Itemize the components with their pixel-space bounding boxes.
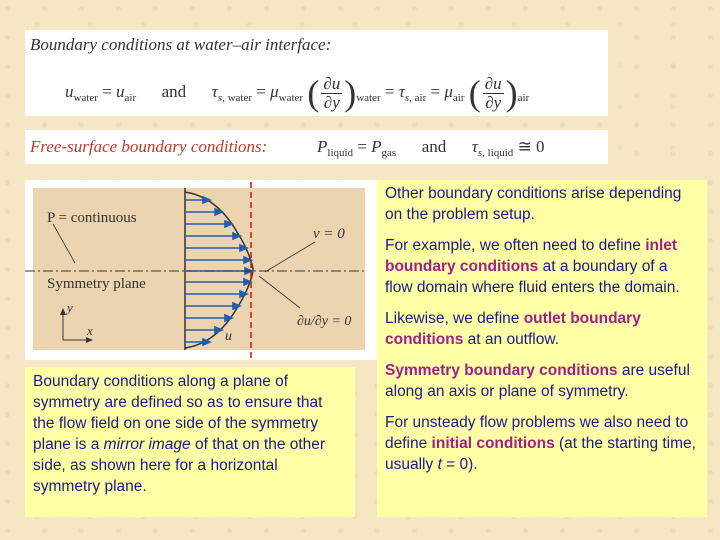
free-surface-title: Free-surface boundary conditions: — [30, 137, 268, 156]
para-initial: For unsteady flow problems we also need to define initial conditions (at the starting time, usually t = 0). — [385, 414, 696, 473]
and-label-2: and — [421, 137, 447, 156]
initial-highlight: initial conditions — [431, 435, 555, 452]
free-surface-math: $P_{liquid} = P_{gas}$ and $\tau_{s, liquid}$ ≅ 0 — [317, 137, 545, 159]
symmetry-diagram — [25, 180, 377, 360]
y-axis-label: y — [67, 300, 73, 315]
para-outlet: Likewise, we define outlet boundary conditions at an outflow. — [385, 310, 641, 348]
p-continuous-label: P = continuous — [47, 210, 137, 226]
caption-emphasis: mirror image — [103, 436, 191, 453]
dudy-zero-label: ∂u/∂y = 0 — [297, 314, 352, 329]
water-air-math: $u_{water} = u_{air}$ and $\tau_{s, water} = \mu_{water}$ ( $\frac{\partial u}{\partial y}$ )$_{water} = \tau_{s, air} = \mu_{air}$ ( $\frac{\partial u}{\partial y}$ )$_{air}$ — [65, 73, 530, 113]
symmetry-plane-label: Symmetry plane — [47, 276, 146, 292]
boundary-conditions-panel — [377, 180, 707, 517]
v-zero-label: v = 0 — [313, 226, 345, 242]
and-label: and — [161, 81, 187, 101]
caption-tail: of that on the other side, as shown here for a horizontal symmetry plane. — [33, 436, 326, 495]
outlet-highlight: outlet boundary conditions — [385, 310, 641, 348]
inlet-highlight: inlet boundary conditions — [385, 237, 678, 275]
caption-text: Boundary conditions along a plane of symmetry are defined so as to ensure that the flow field on one side of the symmetry plane is a — [33, 373, 323, 453]
water-air-title: Boundary conditions at water–air interface: — [30, 35, 332, 54]
x-axis-label: x — [87, 323, 93, 338]
para-inlet: For example, we often need to define inlet boundary conditions at a boundary of a flow domain where fluid enters the domain. — [385, 237, 680, 296]
free-surface-equation — [25, 130, 608, 164]
u-label: u — [225, 329, 232, 344]
para-symmetry: Symmetry boundary conditions are useful along an axis or plane of symmetry. — [385, 362, 690, 400]
para-other: Other boundary conditions arise depending on the problem setup. — [385, 185, 682, 223]
symmetry-caption — [25, 367, 355, 517]
symmetry-plane-figure — [25, 180, 377, 360]
symmetry-highlight: Symmetry boundary conditions — [385, 362, 618, 379]
water-air-interface-equation — [25, 30, 608, 116]
